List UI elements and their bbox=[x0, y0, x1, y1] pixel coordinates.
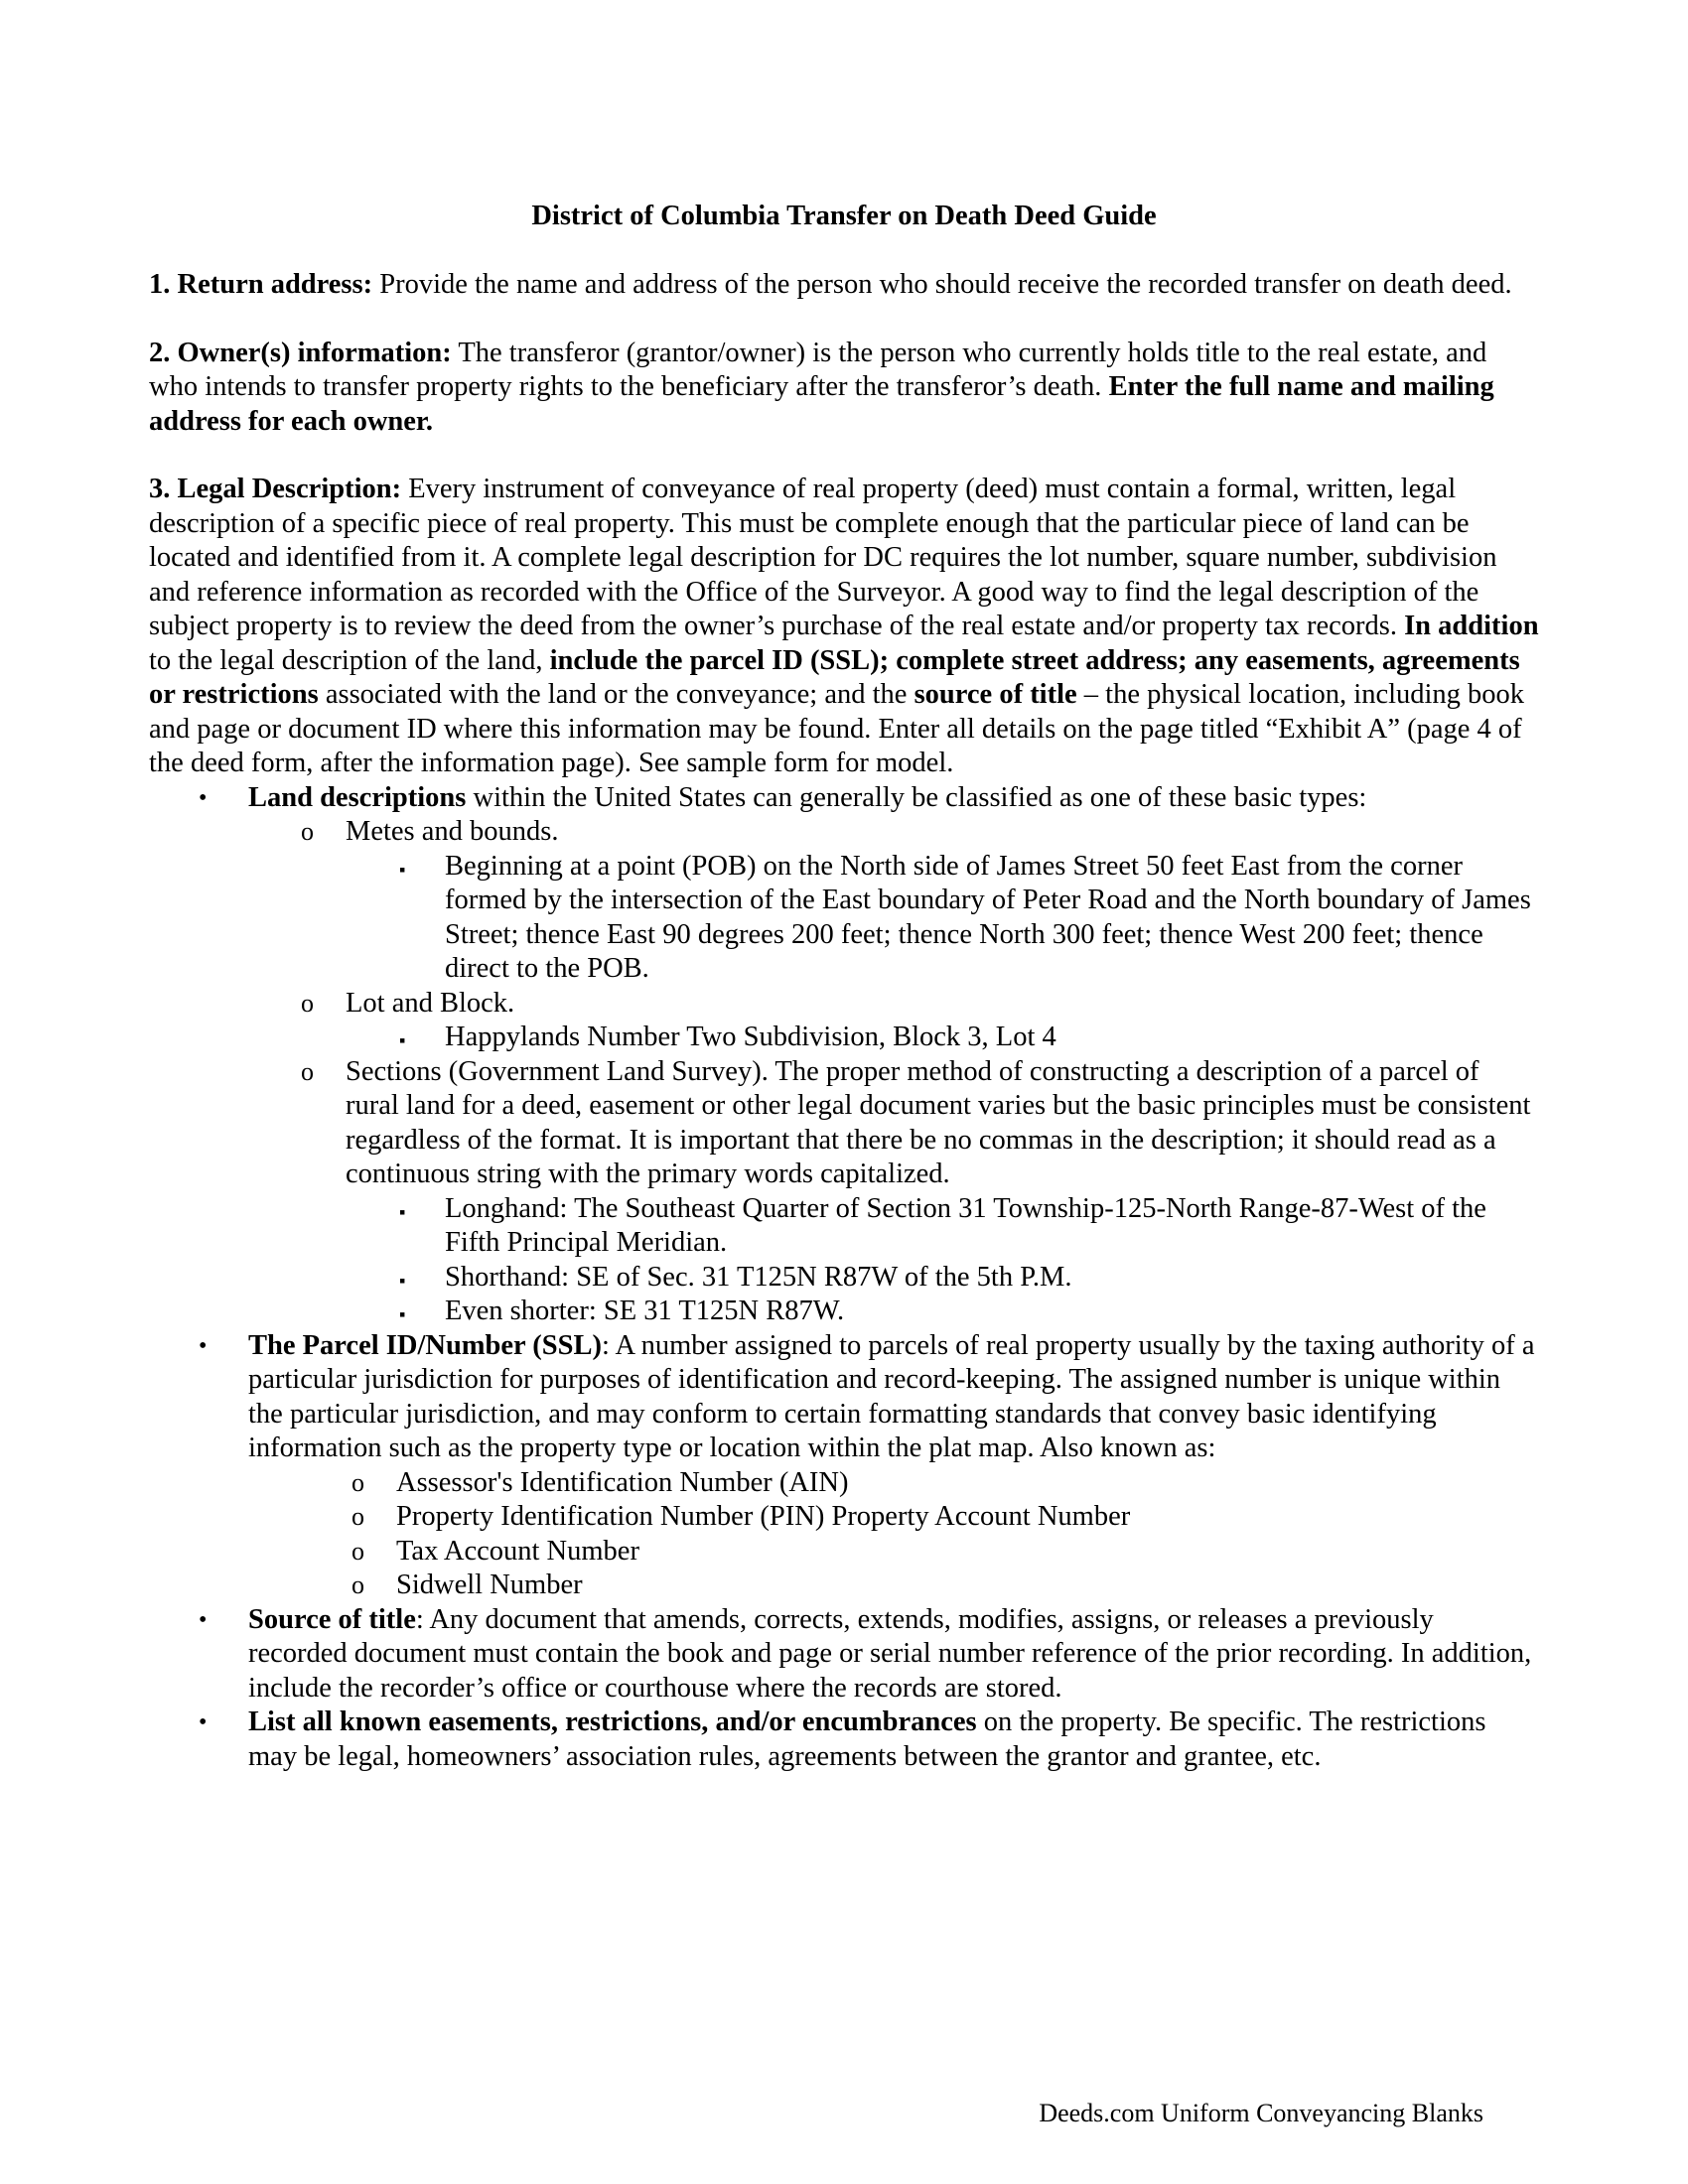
list-item-aka: o Assessor's Identification Number (AIN) bbox=[149, 1466, 1539, 1501]
square-bullet-icon: ▪ bbox=[399, 1304, 406, 1324]
list-item-shorthand: ▪ Shorthand: SE of Sec. 31 T125N R87W of the 5th P.M. bbox=[149, 1261, 1539, 1296]
list-item-aka: o Sidwell Number bbox=[149, 1569, 1539, 1603]
section-return-address: 1. Return address: Provide the name and address of the person who should receive the recorded transfer on death deed. bbox=[149, 269, 1512, 300]
circle-bullet-icon: o bbox=[352, 1502, 364, 1531]
list-item-aka: o Tax Account Number bbox=[149, 1535, 1539, 1570]
section-legal-description: 3. Legal Description: Every instrument of conveyance of real property (deed) must contain a formal, written, legal description of a specific piece of real property. This must be complete enough that the particular piece of land can be located and identified from it. A complete legal description for DC requires the lot number, square number, subdivision and reference information as recorded with the Office of the Surveyor. A good way to find the legal description of the subject property is to review the deed from the owner’s purchase of the real estate and/or property tax records. In addition to the legal description of the land, include the parcel ID (SSL); complete street address; any easements, agreements or restrictions associated with the land or the conveyance; and the source of title – the physical location, including book and page or document ID where this information may be found. Enter all details on the page titled “Exhibit A” (page 4 of the deed form, after the information page). See sample form for model. bbox=[149, 474, 1539, 778]
list-item-land-descriptions: • Land descriptions within the United States can generally be classified as one of these basic types: bbox=[149, 781, 1539, 816]
list-item-parcel-id: • The Parcel ID/Number (SSL): A number assigned to parcels of real property usually by the taxing authority of a particular jurisdiction for purposes of identification and record-keeping. The assigned number is unique within the particular jurisdiction, and may conform to certain formatting standards that convey basic identifying information such as the property type or location within the plat map. Also known as: bbox=[199, 1329, 1535, 1463]
circle-bullet-icon: o bbox=[352, 1570, 364, 1599]
section-label: 2. Owner(s) information: bbox=[149, 337, 452, 368]
bullet-icon: • bbox=[199, 1606, 208, 1633]
bullet-icon: • bbox=[199, 1332, 208, 1359]
section-label: 1. Return address: bbox=[149, 269, 373, 300]
list-item-metes-and-bounds: o Metes and bounds. bbox=[149, 815, 1539, 850]
list-item-metes-example: ▪ Beginning at a point (POB) on the North side of James Street 50 feet East from the corner formed by the intersection of the East boundary of Peter Road and the North boundary of James Street; thence East 90 degrees 200 feet; thence North 300 feet; thence West 200 feet; thence direct to the POB. bbox=[399, 850, 1531, 984]
list-item-even-shorter: ▪ Even shorter: SE 31 T125N R87W. bbox=[149, 1295, 1539, 1329]
square-bullet-icon: ▪ bbox=[399, 859, 406, 880]
list-item-source-of-title: • Source of title: Any document that amends, corrects, extends, modifies, assigns, or releases a previously recorded document must contain the book and page or serial number reference of the prior recording. In addition, include the recorder’s office or courthouse where the records are stored. bbox=[199, 1603, 1532, 1704]
circle-bullet-icon: o bbox=[301, 1056, 314, 1086]
circle-bullet-icon: o bbox=[301, 988, 314, 1018]
square-bullet-icon: ▪ bbox=[399, 1030, 406, 1050]
list-item-sections: o Sections (Government Land Survey). The proper method of constructing a description of a parcel of rural land for a deed, easement or other legal document varies but the basic principles must be consistent regardless of the format. It is important that there be no commas in the description; it should read as a continuous string with the primary words capitalized. bbox=[301, 1055, 1531, 1189]
list-item-aka: o Property Identification Number (PIN) Property Account Number bbox=[149, 1500, 1539, 1535]
footer-text: Deeds.com Uniform Conveyancing Blanks bbox=[1039, 2099, 1483, 2127]
bullet-icon: • bbox=[199, 1709, 208, 1735]
document-body bbox=[149, 268, 1539, 1774]
circle-bullet-icon: o bbox=[352, 1536, 364, 1566]
list-item-longhand: ▪ Longhand: The Southeast Quarter of Section 31 Township-125-North Range-87-West of the Fifth Principal Meridian. bbox=[399, 1192, 1486, 1258]
list-item-lot-and-block: o Lot and Block. bbox=[149, 987, 1539, 1022]
page-title: District of Columbia Transfer on Death Deed Guide bbox=[531, 201, 1157, 231]
list-item-easements: • List all known easements, restrictions, and/or encumbrances on the property. Be specific. The restrictions may be legal, homeowners’ association rules, agreements between the grantor and grantee, etc. bbox=[199, 1706, 1486, 1772]
square-bullet-icon: ▪ bbox=[399, 1270, 406, 1291]
square-bullet-icon: ▪ bbox=[399, 1201, 406, 1222]
section-label: 3. Legal Description: bbox=[149, 474, 402, 504]
list-item-lot-example: ▪ Happylands Number Two Subdivision, Block 3, Lot 4 bbox=[149, 1021, 1539, 1055]
section-owner-information: 2. Owner(s) information: The transferor (grantor/owner) is the person who currently holds title to the real estate, and who intends to transfer property rights to the beneficiary after the transferor’s death. Enter the full name and mailing address for each owner. bbox=[149, 337, 1494, 437]
circle-bullet-icon: o bbox=[301, 817, 314, 846]
bullet-icon: • bbox=[199, 784, 208, 811]
circle-bullet-icon: o bbox=[352, 1467, 364, 1497]
